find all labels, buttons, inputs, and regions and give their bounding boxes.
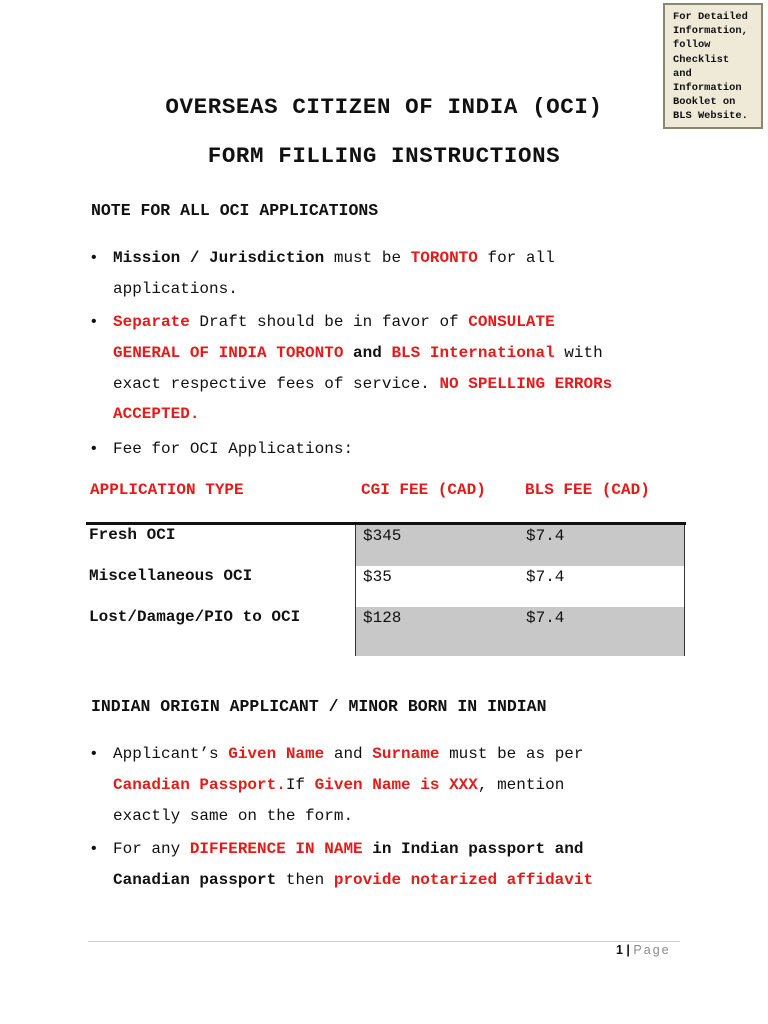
spelling-warning-cont: ACCEPTED. bbox=[113, 405, 200, 424]
text: must be as per bbox=[439, 745, 584, 763]
given-name-highlight: Given Name bbox=[228, 745, 325, 763]
spelling-warning: NO SPELLING ERRORs bbox=[439, 374, 613, 393]
difference-highlight: DIFFERENCE IN NAME bbox=[189, 840, 363, 858]
footer-rule bbox=[88, 941, 680, 942]
bullet-draft bbox=[89, 307, 689, 430]
canadian-passport-highlight: Canadian Passport. bbox=[113, 775, 286, 794]
row-shade bbox=[356, 525, 684, 566]
row-shade bbox=[356, 607, 684, 656]
footer-separator: | bbox=[622, 943, 634, 957]
mission-label: Mission / Jurisdiction bbox=[113, 249, 325, 267]
text: , mention bbox=[477, 775, 565, 794]
table-row-cgi: $128 bbox=[363, 609, 402, 627]
bullet-name-difference bbox=[89, 834, 689, 896]
bullet-icon: • bbox=[89, 745, 99, 763]
table-row-bls: $7.4 bbox=[526, 609, 565, 627]
info-line: Booklet on bbox=[673, 96, 736, 109]
bullet-icon: • bbox=[89, 313, 99, 331]
bls-highlight: BLS International bbox=[391, 343, 555, 362]
info-line: and bbox=[673, 67, 692, 80]
bullet-given-name bbox=[89, 739, 689, 831]
info-line: Checklist bbox=[673, 53, 730, 66]
text: Applicant’s bbox=[113, 745, 229, 763]
page-title: OVERSEAS CITIZEN OF INDIA (OCI) bbox=[165, 94, 603, 120]
fee-table bbox=[86, 522, 686, 656]
text: exactly same on the form. bbox=[113, 806, 354, 825]
text: then bbox=[276, 870, 334, 889]
table-divider bbox=[355, 525, 356, 656]
table-row-type: Miscellaneous OCI bbox=[89, 567, 253, 585]
col-header-cgi: CGI FEE (CAD) bbox=[361, 481, 486, 499]
info-line: Information bbox=[673, 82, 742, 95]
text: exact respective fees of service. bbox=[113, 374, 440, 393]
text: Canadian passport bbox=[113, 870, 277, 889]
table-row-cgi: $35 bbox=[363, 568, 392, 586]
text: Fee for OCI Applications: bbox=[113, 440, 354, 458]
table-divider bbox=[684, 525, 685, 656]
table-row-type: Fresh OCI bbox=[89, 526, 176, 544]
section-heading-indian-origin: INDIAN ORIGIN APPLICANT / MINOR BORN IN INDIAN bbox=[91, 697, 547, 716]
text: applications. bbox=[113, 279, 238, 298]
page-subtitle: FORM FILLING INSTRUCTIONS bbox=[207, 143, 561, 169]
text: in Indian passport and bbox=[362, 840, 584, 858]
page-number: 1 bbox=[616, 943, 623, 957]
table-row-cgi: $345 bbox=[363, 527, 402, 545]
bullet-icon: • bbox=[89, 440, 99, 458]
page-footer bbox=[616, 943, 671, 957]
table-row-bls: $7.4 bbox=[526, 568, 565, 586]
text: and bbox=[324, 745, 373, 763]
affidavit-highlight: provide notarized affidavit bbox=[333, 870, 594, 889]
text: For any bbox=[113, 840, 190, 858]
text: with bbox=[554, 343, 603, 362]
bullet-icon: • bbox=[89, 249, 99, 267]
info-line: Information, bbox=[673, 25, 748, 38]
text: If bbox=[285, 775, 315, 794]
section-heading-note: NOTE FOR ALL OCI APPLICATIONS bbox=[91, 201, 379, 220]
info-line: BLS Website. bbox=[673, 110, 748, 123]
col-header-bls: BLS FEE (CAD) bbox=[525, 481, 650, 499]
given-name-xxx-highlight: Given Name is XXX bbox=[314, 775, 478, 794]
bullet-mission bbox=[89, 243, 689, 305]
bullet-icon: • bbox=[89, 840, 99, 858]
surname-highlight: Surname bbox=[372, 745, 440, 763]
text: for all bbox=[477, 249, 555, 267]
toronto-highlight: TORONTO bbox=[410, 249, 478, 267]
separate-highlight: Separate bbox=[113, 313, 190, 331]
table-row-type: Lost/Damage/PIO to OCI bbox=[89, 608, 301, 626]
col-header-type: APPLICATION TYPE bbox=[90, 481, 244, 499]
consulate-highlight-cont: GENERAL OF INDIA TORONTO bbox=[113, 343, 344, 362]
text: must be bbox=[324, 249, 411, 267]
table-row-bls: $7.4 bbox=[526, 527, 565, 545]
page-label: Page bbox=[633, 943, 671, 957]
bullet-fee bbox=[89, 434, 689, 465]
info-line: For Detailed bbox=[673, 11, 748, 23]
text: and bbox=[343, 343, 392, 362]
consulate-highlight: CONSULATE bbox=[468, 313, 555, 331]
info-line: follow bbox=[673, 39, 711, 52]
text: Draft should be in favor of bbox=[189, 313, 469, 331]
